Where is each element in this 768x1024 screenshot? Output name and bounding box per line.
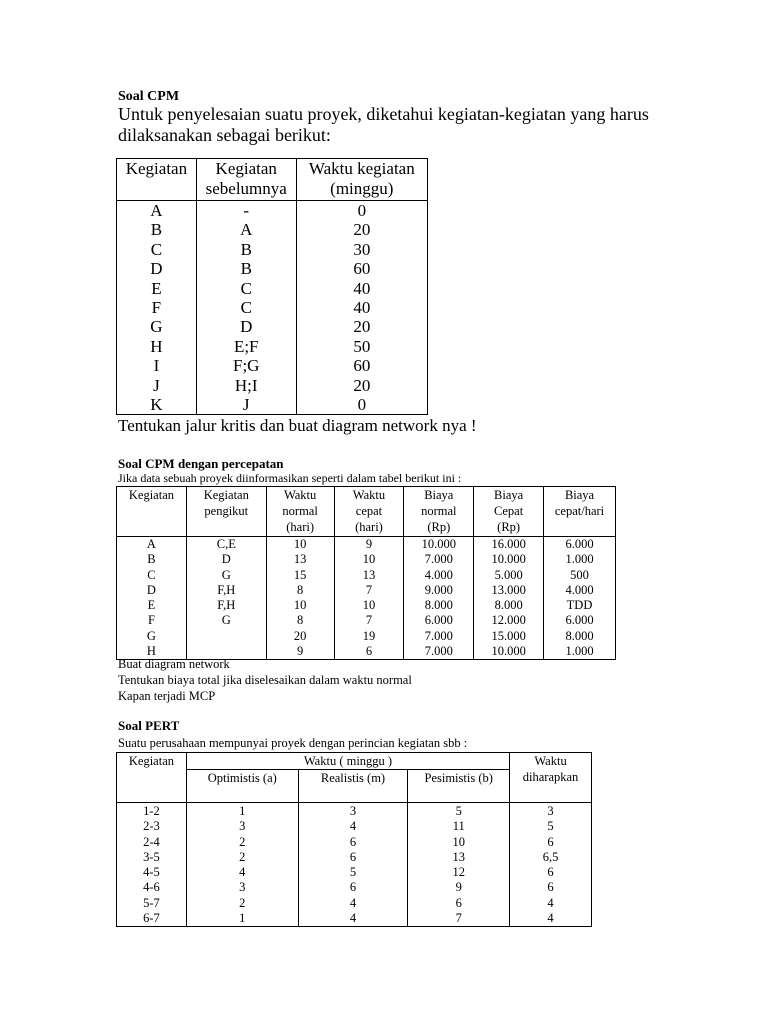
pert-cell-realistis: 6 bbox=[349, 849, 357, 864]
cpm-cell-kegiatan: I bbox=[117, 356, 197, 375]
crash-activity-table bbox=[116, 486, 616, 660]
table-row bbox=[117, 568, 616, 583]
pert-cell-diharapkan: 6 bbox=[547, 834, 554, 849]
cpm-cell-kegiatan: F bbox=[117, 298, 197, 317]
cpm-table-header bbox=[117, 159, 428, 201]
cpm-header-sebelumnya-line2: sebelumnya bbox=[205, 179, 287, 198]
cpm-header-waktu-line2: (minggu) bbox=[330, 179, 394, 198]
crash-header-bh-2: cepat/hari bbox=[554, 504, 605, 518]
crash-header-wn-3: (hari) bbox=[286, 520, 314, 534]
crash-cell-waktu-cepat: 19 bbox=[334, 629, 404, 644]
cpm-cell-kegiatan: G bbox=[117, 317, 197, 336]
crash-header-wn-1: Waktu bbox=[283, 488, 317, 502]
cpm-table-body bbox=[117, 201, 428, 415]
crash-cell-waktu-normal: 8 bbox=[266, 583, 334, 598]
crash-cell-waktu-normal: 9 bbox=[266, 644, 334, 660]
table-row bbox=[117, 356, 428, 375]
crash-header-wn-2: normal bbox=[282, 504, 318, 518]
crash-cell-waktu-cepat: 7 bbox=[334, 613, 404, 628]
pert-cell-kegiatan: 2-4 bbox=[143, 834, 160, 849]
pert-cell-pesimistis: 10 bbox=[452, 834, 465, 849]
crash-header-waktu-cepat bbox=[334, 487, 404, 537]
table-row bbox=[117, 279, 428, 298]
crash-cell-pengikut: G bbox=[186, 568, 266, 583]
pert-section-title: Soal PERT bbox=[118, 718, 180, 733]
cpm-cell-waktu: 60 bbox=[296, 356, 427, 375]
pert-cell-pesimistis: 9 bbox=[455, 880, 462, 895]
crash-cell-pengikut bbox=[186, 629, 266, 644]
pert-cell-diharapkan: 6 bbox=[547, 880, 554, 895]
pert-cell-realistis: 6 bbox=[349, 834, 357, 849]
crash-cell-biaya-cepat: 13.000 bbox=[474, 583, 544, 598]
cpm-cell-kegiatan: C bbox=[117, 240, 197, 259]
table-row bbox=[117, 613, 616, 628]
pert-cell-diharapkan: 6 bbox=[547, 865, 554, 880]
pert-cell-optimistis: 3 bbox=[239, 819, 246, 834]
pert-cell-pesimistis: 13 bbox=[452, 849, 465, 864]
cpm-cell-waktu: 20 bbox=[296, 220, 427, 239]
crash-header-wc-2: cepat bbox=[355, 504, 383, 518]
cpm-header-sebelumnya bbox=[196, 159, 296, 201]
pert-header-kegiatan bbox=[117, 753, 187, 803]
crash-cell-waktu-cepat: 9 bbox=[334, 537, 404, 553]
pert-cell-realistis: 4 bbox=[349, 895, 357, 910]
table-row bbox=[117, 629, 616, 644]
pert-cell-realistis: 6 bbox=[349, 880, 357, 895]
cpm-cell-waktu: 20 bbox=[296, 376, 427, 395]
crash-header-biaya-per-hari bbox=[544, 487, 616, 537]
table-row bbox=[117, 376, 428, 395]
crash-question-3: Kapan terjadi MCP bbox=[118, 689, 216, 703]
pert-cell-kegiatan: 5-7 bbox=[143, 895, 160, 910]
pert-cell-realistis: 3 bbox=[349, 804, 357, 818]
crash-cell-biaya-cepat: 10.000 bbox=[474, 644, 544, 660]
crash-cell-kegiatan: B bbox=[117, 552, 187, 567]
crash-cell-biaya-normal: 8.000 bbox=[404, 598, 474, 613]
pert-header-waktu-group bbox=[186, 753, 509, 770]
pert-cell-optimistis: 1 bbox=[239, 804, 246, 818]
pert-cell-kegiatan: 3-5 bbox=[143, 849, 160, 864]
pert-cell-pesimistis: 11 bbox=[452, 819, 465, 834]
pert-header-diharapkan bbox=[510, 753, 592, 803]
cpm-header-waktu bbox=[296, 159, 427, 201]
crash-question-1: Buat diagram network bbox=[118, 657, 230, 671]
cpm-cell-waktu: 0 bbox=[296, 395, 427, 415]
pert-cell-realistis: 5 bbox=[349, 865, 357, 880]
pert-header-pesimistis-label: Pesimistis (b) bbox=[424, 771, 493, 785]
cpm-header-waktu-line1: Waktu kegiatan bbox=[308, 159, 415, 178]
pert-cell-diharapkan: 4 bbox=[547, 911, 554, 926]
table-row bbox=[117, 395, 428, 415]
pert-col-diharapkan bbox=[510, 803, 592, 927]
cpm-cell-kegiatan: D bbox=[117, 259, 197, 278]
crash-cell-waktu-normal: 20 bbox=[266, 629, 334, 644]
pert-cell-kegiatan: 2-3 bbox=[143, 819, 160, 834]
crash-cell-biaya-per-hari: 1.000 bbox=[544, 644, 616, 660]
crash-cell-biaya-cepat: 16.000 bbox=[474, 537, 544, 553]
table-row bbox=[117, 537, 616, 553]
crash-header-pengikut-2: pengikut bbox=[204, 504, 249, 518]
crash-header-biaya-normal bbox=[404, 487, 474, 537]
crash-cell-waktu-normal: 10 bbox=[266, 598, 334, 613]
crash-cell-waktu-cepat: 13 bbox=[334, 568, 404, 583]
table-row bbox=[117, 259, 428, 278]
crash-header-bn-1: Biaya bbox=[424, 488, 454, 502]
crash-cell-kegiatan: A bbox=[117, 537, 187, 553]
crash-cell-pengikut: G bbox=[186, 613, 266, 628]
cpm-cell-waktu: 40 bbox=[296, 298, 427, 317]
crash-header-wc-1: Waktu bbox=[352, 488, 386, 502]
crash-cell-pengikut: C,E bbox=[186, 537, 266, 553]
cpm-header-sebelumnya-line1: Kegiatan bbox=[215, 159, 277, 178]
table-row bbox=[117, 298, 428, 317]
pert-cell-pesimistis: 7 bbox=[455, 911, 462, 926]
crash-table-header bbox=[117, 487, 616, 537]
crash-cell-biaya-normal: 7.000 bbox=[404, 629, 474, 644]
crash-cell-waktu-normal: 8 bbox=[266, 613, 334, 628]
table-row bbox=[117, 240, 428, 259]
table-row bbox=[117, 598, 616, 613]
cpm-cell-waktu: 30 bbox=[296, 240, 427, 259]
pert-activity-table bbox=[116, 752, 592, 927]
cpm-activity-table bbox=[116, 158, 428, 415]
cpm-header-kegiatan-label: Kegiatan bbox=[125, 159, 188, 178]
crash-cell-biaya-per-hari: 8.000 bbox=[544, 629, 616, 644]
cpm-cell-kegiatan: B bbox=[117, 220, 197, 239]
pert-intro-text: Suatu perusahaan mempunyai proyek dengan perincian kegiatan sbb : bbox=[118, 736, 468, 750]
cpm-cell-sebelumnya: C bbox=[196, 298, 296, 317]
crash-cell-biaya-cepat: 10.000 bbox=[474, 552, 544, 567]
crash-cell-waktu-normal: 15 bbox=[266, 568, 334, 583]
crash-cell-biaya-cepat: 15.000 bbox=[474, 629, 544, 644]
pert-cell-diharapkan: 3 bbox=[547, 804, 554, 818]
crash-cell-waktu-normal: 10 bbox=[266, 537, 334, 553]
cpm-cell-sebelumnya: C bbox=[196, 279, 296, 298]
crash-section-title: Soal CPM dengan percepatan bbox=[118, 456, 284, 471]
pert-table-body-row bbox=[117, 803, 592, 927]
pert-header-harap-1: Waktu bbox=[534, 754, 567, 768]
pert-cell-optimistis: 2 bbox=[239, 849, 246, 864]
crash-cell-biaya-per-hari: 6.000 bbox=[544, 613, 616, 628]
pert-cell-optimistis: 1 bbox=[239, 911, 246, 926]
cpm-cell-kegiatan: J bbox=[117, 376, 197, 395]
crash-cell-biaya-per-hari: 500 bbox=[544, 568, 616, 583]
table-row bbox=[117, 337, 428, 356]
crash-cell-biaya-cepat: 8.000 bbox=[474, 598, 544, 613]
crash-cell-kegiatan: E bbox=[117, 598, 187, 613]
crash-cell-waktu-cepat: 10 bbox=[334, 598, 404, 613]
cpm-cell-kegiatan: K bbox=[117, 395, 197, 415]
crash-header-bc-3: (Rp) bbox=[497, 520, 521, 534]
pert-cell-pesimistis: 12 bbox=[452, 865, 465, 880]
pert-cell-optimistis: 2 bbox=[239, 834, 246, 849]
crash-cell-biaya-normal: 10.000 bbox=[404, 537, 474, 553]
crash-header-kegiatan-label: Kegiatan bbox=[128, 488, 174, 502]
cpm-cell-sebelumnya: E;F bbox=[196, 337, 296, 356]
crash-cell-waktu-cepat: 10 bbox=[334, 552, 404, 567]
crash-cell-biaya-normal: 7.000 bbox=[404, 552, 474, 567]
crash-cell-waktu-normal: 13 bbox=[266, 552, 334, 567]
pert-cell-kegiatan: 6-7 bbox=[143, 911, 160, 926]
pert-cell-realistis: 4 bbox=[349, 819, 357, 834]
cpm-task-text: Tentukan jalur kritis dan buat diagram network nya ! bbox=[118, 416, 477, 435]
pert-cell-diharapkan: 6,5 bbox=[542, 849, 559, 864]
pert-header-realistis bbox=[298, 770, 408, 803]
crash-cell-waktu-cepat: 6 bbox=[334, 644, 404, 660]
crash-cell-biaya-per-hari: 1.000 bbox=[544, 552, 616, 567]
cpm-section-title: Soal CPM bbox=[118, 89, 180, 104]
pert-col-kegiatan bbox=[117, 803, 187, 927]
pert-cell-pesimistis: 5 bbox=[455, 804, 462, 818]
pert-cell-optimistis: 2 bbox=[239, 895, 246, 910]
pert-header-optimistis bbox=[186, 770, 298, 803]
pert-header-harap-2: diharapkan bbox=[522, 770, 579, 784]
crash-intro-text: Jika data sebuah proyek diinformasikan seperti dalam tabel berikut ini : bbox=[118, 471, 462, 485]
crash-cell-biaya-normal: 7.000 bbox=[404, 644, 474, 660]
crash-header-bn-3: (Rp) bbox=[427, 520, 451, 534]
pert-header-realistis-label: Realistis (m) bbox=[320, 771, 386, 785]
pert-cell-kegiatan: 1-2 bbox=[143, 804, 160, 818]
cpm-cell-waktu: 50 bbox=[296, 337, 427, 356]
cpm-cell-waktu: 40 bbox=[296, 279, 427, 298]
crash-header-biaya-cepat bbox=[474, 487, 544, 537]
crash-cell-kegiatan: G bbox=[117, 629, 187, 644]
crash-table-body bbox=[117, 537, 616, 660]
crash-header-pengikut bbox=[186, 487, 266, 537]
crash-cell-biaya-cepat: 12.000 bbox=[474, 613, 544, 628]
pert-cell-pesimistis: 6 bbox=[455, 895, 462, 910]
crash-cell-biaya-per-hari: 4.000 bbox=[544, 583, 616, 598]
crash-question-2: Tentukan biaya total jika diselesaikan dalam waktu normal bbox=[118, 673, 412, 687]
pert-header-optimistis-label: Optimistis (a) bbox=[207, 771, 277, 785]
cpm-cell-kegiatan: E bbox=[117, 279, 197, 298]
crash-header-waktu-normal bbox=[266, 487, 334, 537]
crash-header-bn-2: normal bbox=[421, 504, 457, 518]
crash-cell-kegiatan: H bbox=[117, 644, 187, 660]
crash-header-kegiatan bbox=[117, 487, 187, 537]
crash-header-pengikut-1: Kegiatan bbox=[203, 488, 249, 502]
pert-cell-optimistis: 3 bbox=[239, 880, 246, 895]
cpm-intro-text: Untuk penyelesaian suatu proyek, diketahui kegiatan-kegiatan yang harus dilaksanakan sebagai berikut: bbox=[118, 104, 649, 145]
crash-header-bc-1: Biaya bbox=[494, 488, 524, 502]
pert-cell-kegiatan: 4-5 bbox=[143, 865, 160, 880]
pert-header-kegiatan-label: Kegiatan bbox=[128, 754, 174, 768]
crash-header-bc-2: Cepat bbox=[494, 504, 524, 518]
crash-cell-biaya-normal: 4.000 bbox=[404, 568, 474, 583]
crash-cell-waktu-cepat: 7 bbox=[334, 583, 404, 598]
crash-header-bh-1: Biaya bbox=[564, 488, 595, 502]
crash-cell-biaya-per-hari: 6.000 bbox=[544, 537, 616, 553]
cpm-cell-waktu: 60 bbox=[296, 259, 427, 278]
cpm-cell-sebelumnya: D bbox=[196, 317, 296, 336]
table-row bbox=[117, 317, 428, 336]
pert-col-realistis bbox=[298, 803, 408, 927]
pert-col-pesimistis bbox=[408, 803, 510, 927]
cpm-cell-sebelumnya: B bbox=[196, 240, 296, 259]
pert-header-waktu-group-label: Waktu ( minggu ) bbox=[303, 754, 393, 768]
cpm-cell-sebelumnya: H;I bbox=[196, 376, 296, 395]
crash-header-wc-3: (hari) bbox=[355, 520, 383, 534]
crash-cell-kegiatan: D bbox=[117, 583, 187, 598]
pert-col-optimistis bbox=[186, 803, 298, 927]
crash-cell-pengikut: D bbox=[186, 552, 266, 567]
pert-cell-diharapkan: 4 bbox=[547, 895, 554, 910]
table-row bbox=[117, 583, 616, 598]
pert-cell-optimistis: 4 bbox=[239, 865, 246, 880]
pert-cell-kegiatan: 4-6 bbox=[143, 880, 160, 895]
crash-cell-kegiatan: F bbox=[117, 613, 187, 628]
cpm-cell-kegiatan: H bbox=[117, 337, 197, 356]
cpm-cell-waktu: 20 bbox=[296, 317, 427, 336]
crash-cell-kegiatan: C bbox=[117, 568, 187, 583]
table-row bbox=[117, 220, 428, 239]
cpm-cell-sebelumnya: - bbox=[196, 201, 296, 221]
crash-cell-pengikut: F,H bbox=[186, 598, 266, 613]
pert-cell-diharapkan: 5 bbox=[547, 819, 554, 834]
cpm-cell-sebelumnya: F;G bbox=[196, 356, 296, 375]
table-row bbox=[117, 201, 428, 221]
cpm-cell-waktu: 0 bbox=[296, 201, 427, 221]
pert-header-pesimistis bbox=[408, 770, 510, 803]
pert-cell-realistis: 4 bbox=[349, 911, 357, 926]
cpm-cell-kegiatan: A bbox=[117, 201, 197, 221]
crash-cell-pengikut: F,H bbox=[186, 583, 266, 598]
cpm-cell-sebelumnya: B bbox=[196, 259, 296, 278]
cpm-header-kegiatan bbox=[117, 159, 197, 201]
crash-cell-biaya-cepat: 5.000 bbox=[474, 568, 544, 583]
crash-cell-biaya-normal: 6.000 bbox=[404, 613, 474, 628]
crash-cell-biaya-per-hari: TDD bbox=[544, 598, 616, 613]
crash-cell-biaya-normal: 9.000 bbox=[404, 583, 474, 598]
cpm-cell-sebelumnya: A bbox=[196, 220, 296, 239]
cpm-cell-sebelumnya: J bbox=[196, 395, 296, 415]
table-row bbox=[117, 552, 616, 567]
